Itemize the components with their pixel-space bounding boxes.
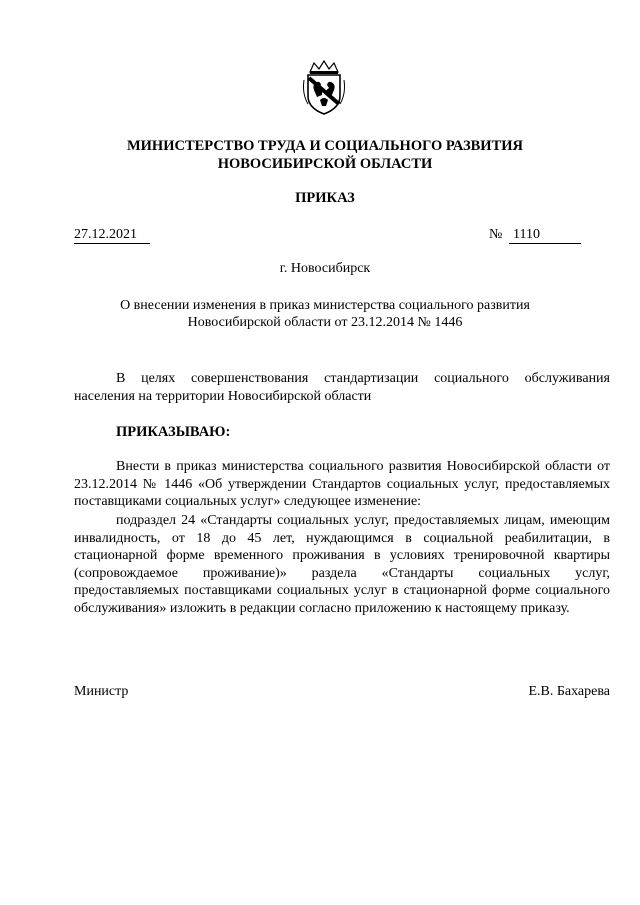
signer-title: Министр: [74, 684, 129, 699]
ministry-name-line2: НОВОСИБИРСКОЙ ОБЛАСТИ: [217, 156, 433, 172]
novosibirsk-coat-of-arms-icon: [300, 60, 348, 116]
subject-line1: О внесении изменения в приказ министерства социального развития: [120, 298, 530, 313]
body-paragraph-1: Внести в приказ министерства социального развития Новосибирской области от 23.12.2014 № 1446 «Об утверждении Стандартов социальных услуг, предоставляемых поставщиками социальных услуг» следующее изменение:: [74, 459, 610, 510]
order-subject: [60, 297, 590, 331]
ministry-name: [60, 137, 590, 173]
number-sign: №: [489, 227, 503, 242]
document-type-title: ПРИКАЗ: [295, 190, 355, 206]
order-number: 1110: [509, 227, 581, 244]
order-date: 27.12.2021: [74, 227, 150, 244]
goal-paragraph: В целях совершенствования стандартизации социального обслуживания населения на территории Новосибирской области: [74, 371, 610, 404]
order-directive: ПРИКАЗЫВАЮ:: [116, 424, 231, 440]
city: г. Новосибирск: [279, 261, 371, 276]
subject-line2: Новосибирской области от 23.12.2014 № 1446: [187, 315, 463, 330]
signer-name: Е.В. Бахарева: [528, 684, 610, 699]
body-paragraph-2: подраздел 24 «Стандарты социальных услуг, предоставляемых лицам, имеющим инвалидность, от 18 до 45 лет, нуждающимся в социальной реабилитации, в стационарной форме временного проживания в условиях тренировочной квартиры (сопровождаемое проживание)» раздела «Стандарты социальных услуг, предоставляемых поставщиками социальных услуг в стационарной форме социального обслуживания» изложить в редакции согласно приложению к настоящему приказу.: [74, 513, 610, 616]
ministry-name-line1: МИНИСТЕРСТВО ТРУДА И СОЦИАЛЬНОГО РАЗВИТИЯ: [126, 138, 524, 154]
